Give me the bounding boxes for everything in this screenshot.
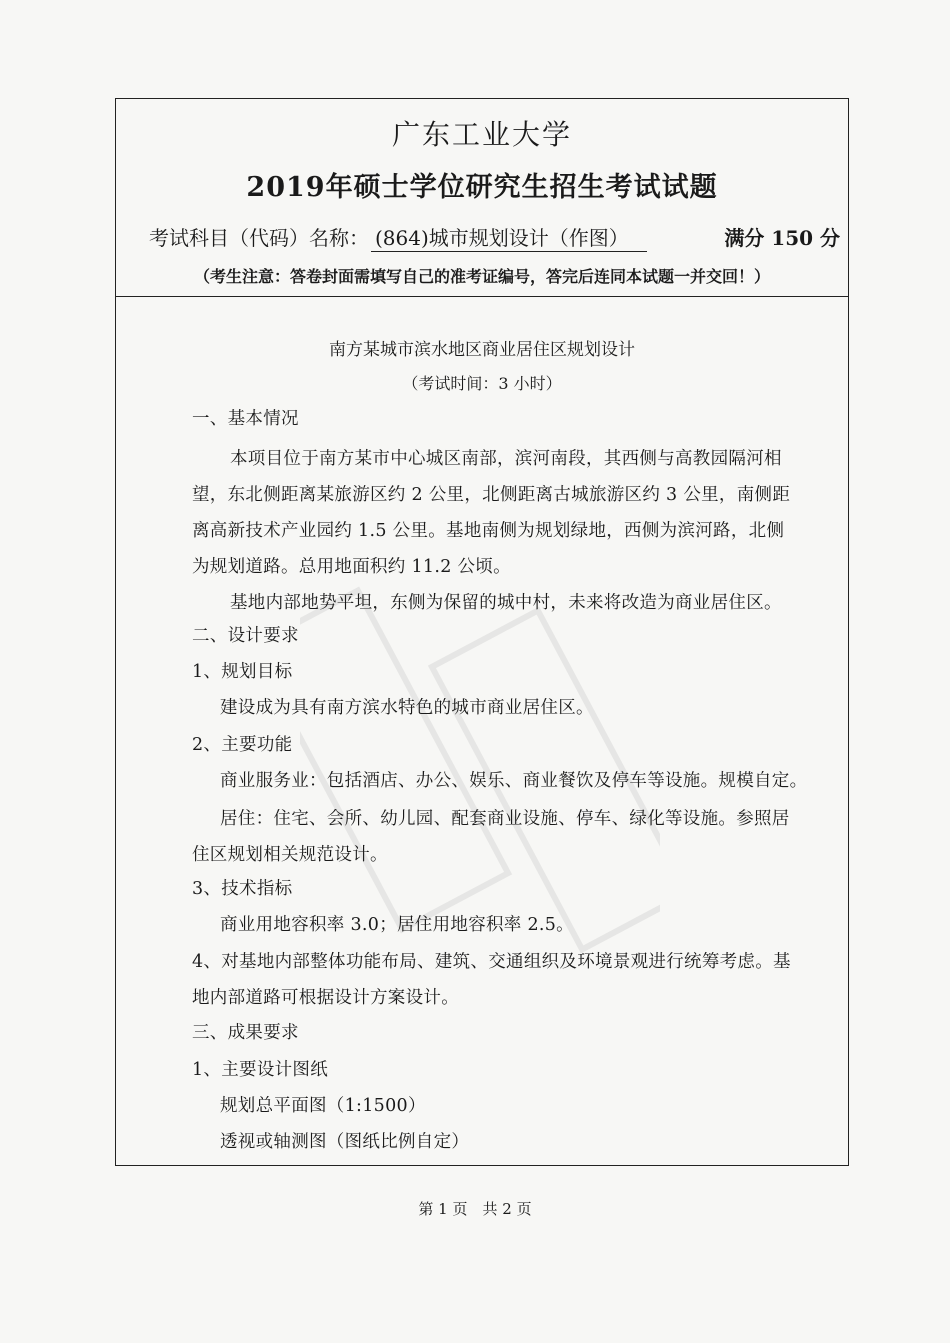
paragraph-line: 为规划道路。总用地面积约 11.2 公顷。	[192, 557, 511, 577]
paragraph-line: 居住：住宅、会所、幼儿园、配套商业设施、停车、绿化等设施。参照居	[220, 809, 790, 829]
paragraph-line: 透视或轴测图（图纸比例自定）	[220, 1132, 470, 1152]
paragraph-line: 住区规划相关规范设计。	[192, 845, 388, 865]
paragraph-line: 商业用地容积率 3.0；居住用地容积率 2.5。	[220, 915, 574, 935]
exam-header	[116, 99, 848, 297]
paragraph-line: 离高新技术产业园约 1.5 公里。基地南侧为规划绿地，西侧为滨河路，北侧	[192, 521, 785, 541]
subsection-heading: 1、主要设计图纸	[192, 1060, 329, 1080]
paragraph-line: 本项目位于南方某市中心城区南部，滨河南段，其西侧与高教园隔河相	[230, 449, 782, 469]
paragraph-line: 地内部道路可根据设计方案设计。	[192, 988, 459, 1008]
paragraph-line: 商业服务业：包括酒店、办公、娱乐、商业餐饮及停车等设施。规模自定。	[220, 771, 808, 791]
section-heading: 一、基本情况	[192, 409, 299, 429]
subsection-heading: 3、技术指标	[192, 879, 293, 899]
exam-title: 2019年硕士学位研究生招生考试试题	[246, 172, 718, 203]
subsection-heading: 1、规划目标	[192, 662, 293, 682]
section-heading: 二、设计要求	[192, 626, 299, 646]
subsection-heading: 2、主要功能	[192, 735, 293, 755]
paragraph-line: 规划总平面图（1:1500）	[220, 1096, 426, 1116]
paragraph-line: 望，东北侧距离某旅游区约 2 公里，北侧距离古城旅游区约 3 公里，南侧距	[192, 485, 791, 505]
page-footer: 第 1 页 共 2 页	[418, 1200, 532, 1218]
subject-value: (864)城市规划设计（作图）	[371, 222, 647, 252]
document-title: 南方某城市滨水地区商业居住区规划设计	[329, 340, 635, 360]
university-name: 广东工业大学	[391, 118, 572, 151]
candidate-notice: （考生注意：答卷封面需填写自己的准考证编号，答完后连同本试题一并交回！）	[193, 267, 770, 286]
section-heading: 三、成果要求	[192, 1023, 299, 1043]
full-score: 满分 150 分	[724, 226, 840, 250]
subject-line	[149, 222, 647, 252]
exam-frame	[115, 98, 849, 1166]
exam-duration: （考试时间：3 小时）	[402, 374, 562, 393]
paragraph-line: 4、对基地内部整体功能布局、建筑、交通组织及环境景观进行统筹考虑。基	[192, 952, 791, 972]
subject-label: 考试科目（代码）名称：	[149, 226, 369, 250]
paragraph-line: 基地内部地势平坦，东侧为保留的城中村，未来将改造为商业居住区。	[230, 593, 782, 613]
paragraph-line: 建设成为具有南方滨水特色的城市商业居住区。	[220, 698, 594, 718]
